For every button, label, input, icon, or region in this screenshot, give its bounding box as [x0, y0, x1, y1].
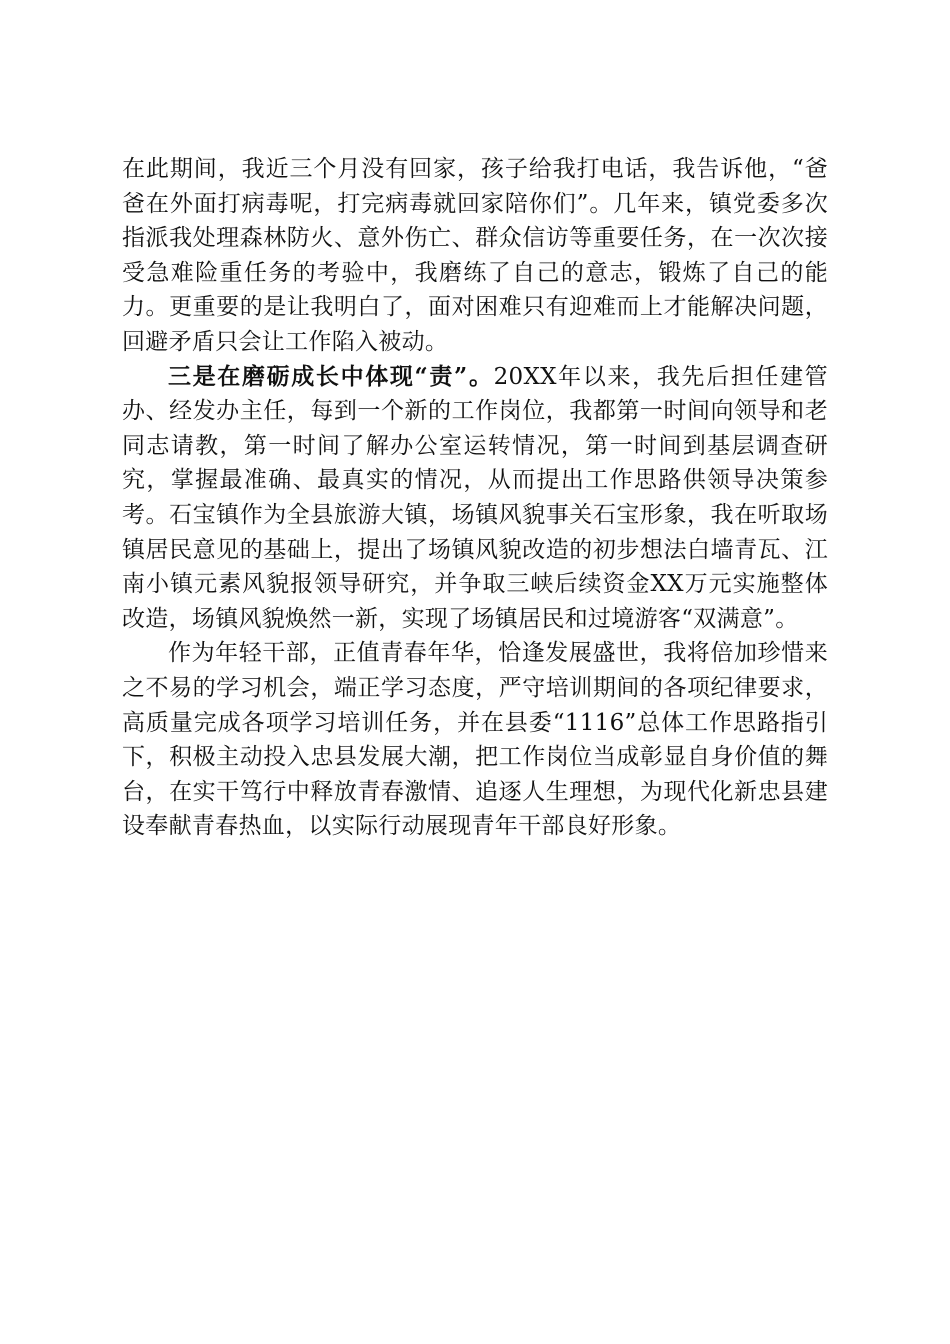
paragraph-2 — [122, 360, 828, 637]
document-body — [122, 152, 828, 844]
paragraph-2-text: 20XX年以来，我先后担任建管办、经发办主任，每到一个新的工作岗位，我都第一时间向领导和老同志请教，第一时间了解办公室运转情况，第一时间到基层调查研究，掌握最准确、最真实的情况，从而提出工作思路供领导决策参考。石宝镇作为全县旅游大镇，场镇风貌事关石宝形象，我在听取场镇居民意见的基础上，提出了场镇风貌改造的初步想法白墙青瓦、江南小镇元素风貌报领导研究，并争取三峡后续资金XX万元实施整体改造，场镇风貌焕然一新，实现了场镇居民和过境游客“双满意”。 — [122, 363, 828, 632]
paragraph-3 — [122, 636, 828, 844]
paragraph-1 — [122, 152, 828, 360]
paragraph-2-heading: 三是在磨砺成长中体现“责”。 — [168, 362, 494, 390]
paragraph-1-text: 在此期间，我近三个月没有回家，孩子给我打电话，我告诉他，“爸爸在外面打病毒呢，打完病毒就回家陪你们”。几年来，镇党委多次指派我处理森林防火、意外伤亡、群众信访等重要任务，在一次次接受急难险重任务的考验中，我磨练了自己的意志，锻炼了自己的能力。更重要的是让我明白了，面对困难只有迎难而上才能解决问题，回避矛盾只会让工作陷入被动。 — [122, 156, 828, 355]
paragraph-3-text: 作为年轻干部，正值青春年华，恰逢发展盛世，我将倍加珍惜来之不易的学习机会，端正学习态度，严守培训期间的各项纪律要求，高质量完成各项学习培训任务，并在县委“1116”总体工作思路指引下，积极主动投入忠县发展大潮，把工作岗位当成彰显自身价值的舞台，在实干笃行中释放青春激情、追逐人生理想，为现代化新忠县建设奉献青春热血，以实际行动展现青年干部良好形象。 — [122, 640, 828, 840]
